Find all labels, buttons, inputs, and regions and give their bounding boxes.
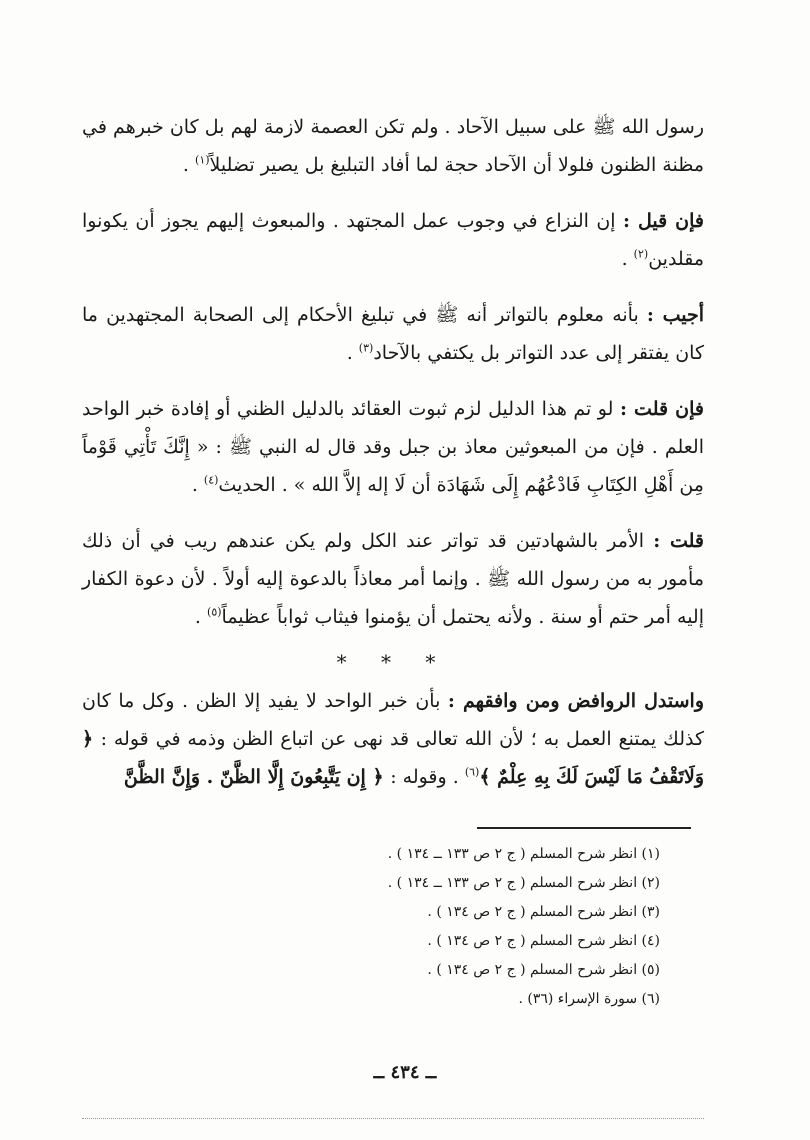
footnote-ref-6: (٦): [464, 765, 480, 779]
paragraph-1: [82, 108, 704, 184]
quran-verse-2: ﴿ إِن يَتَّبِعُونَ إِلَّا الظَّنّ . وَإِنَّ الظَّنَّ: [123, 766, 391, 788]
footnote-divider: [477, 827, 691, 829]
footnote-ref-3: (٣): [358, 341, 374, 355]
paragraph-2-tail: .: [621, 248, 634, 270]
footnote-ref-4: (٤): [203, 473, 219, 487]
bottom-border: [82, 1118, 704, 1119]
paragraph-2-text: إن النزاع في وجوب عمل المجتهد . والمبعوث إليهم يجوز أن يكونوا مقلدين: [82, 210, 704, 270]
paragraph-6-mid: . وقوله :: [390, 766, 465, 788]
paragraph-5-tail: .: [194, 606, 208, 628]
paragraph-4-tail: .: [191, 474, 204, 496]
paragraph-5-lead: قلت :: [653, 530, 704, 552]
footnote-6: (٦) سورة الإسراء (٣٦) .: [518, 991, 660, 1007]
paragraph-4-text: لو تم هذا الدليل لزم ثبوت العقائد بالدليل الظني أو إفادة خبر الواحد العلم . فإن من المبعوثين معاذ بن جبل وقد قال له النبي ﷺ : « إِنَّكَ تَأْتِي قَوْماً مِن أَهْلِ الكِتَابِ فَادْعُهُم إِلَى شَهَادَة أن لَا إله إلاَّ الله » . الحديث: [82, 398, 704, 496]
paragraph-1-text: رسول الله ﷺ على سبيل الآحاد . ولم تكن العصمة لازمة لهم بل كان خبرهم في مظنة الظنون فلولا أن الآحاد حجة لما أفاد التبليغ بل يصير تضليلاً: [82, 116, 704, 176]
footnote-4: (٤) انظر شرح المسلم ( ج ٢ ص ١٣٤ ) .: [427, 933, 660, 949]
paragraph-3-tail: .: [346, 342, 359, 364]
quran-verse-1: ﴿ وَلَاتَقْفُ مَا لَيْسَ لَكَ بِهِ عِلْمٌ ﴾: [82, 728, 704, 788]
footnote-ref-2: (٢): [633, 247, 649, 261]
paragraph-1-tail: .: [182, 154, 196, 176]
footnote-2: (٢) انظر شرح المسلم ( ج ٢ ص ١٣٣ ــ ١٣٤ ) .: [387, 875, 660, 891]
paragraph-4-lead: فإن قلت :: [619, 398, 704, 420]
paragraph-3-lead: أجيب :: [646, 304, 705, 326]
paragraph-6-text: بأن خبر الواحد لا يفيد إلا الظن . وكل ما كان كذلك يمتنع العمل به ؛ لأن الله تعالى قد نهى عن اتباع الظن وذمه في قوله :: [82, 690, 705, 750]
footnote-3: (٣) انظر شرح المسلم ( ج ٢ ص ١٣٤ ) .: [427, 904, 660, 920]
footnotes: [330, 840, 660, 1014]
paragraph-2: [82, 202, 704, 278]
footnote-5: (٥) انظر شرح المسلم ( ج ٢ ص ١٣٤ ) .: [427, 962, 660, 978]
paragraph-6-lead: واستدل الروافض ومن وافقهم :: [447, 690, 704, 712]
section-separator: * * *: [336, 650, 450, 674]
paragraph-3: [82, 296, 704, 372]
paragraph-4: [82, 390, 704, 504]
paragraph-2-lead: فإن قيل :: [622, 210, 704, 232]
footnote-ref-5: (٥): [207, 605, 222, 619]
page-body: [82, 108, 704, 796]
footnote-ref-1: (١): [195, 153, 210, 167]
page-number: ــ ٤٣٤ ــ: [373, 1062, 437, 1083]
paragraph-6: [82, 682, 704, 796]
paragraph-3-text: بأنه معلوم بالتواتر أنه ﷺ في تبليغ الأحكام إلى الصحابة المجتهدين ما كان يفتقر إلى عدد التواتر بل يكتفي بالآحاد: [82, 304, 704, 364]
paragraph-5: [82, 522, 704, 636]
footnote-1: (١) انظر شرح المسلم ( ج ٢ ص ١٣٣ ــ ١٣٤ ) .: [387, 846, 660, 862]
paragraph-5-text: الأمر بالشهادتين قد تواتر عند الكل ولم يكن عندهم ريب في أن ذلك مأمور به من رسول الله ﷺ . وإنما أمر معاذاً بالدعوة إليه أولاً . لأن دعوة الكفار إليه أمر حتم أو سنة . ولأنه يحتمل أن يؤمنوا فيثاب ثواباً عظيماً: [82, 530, 704, 628]
